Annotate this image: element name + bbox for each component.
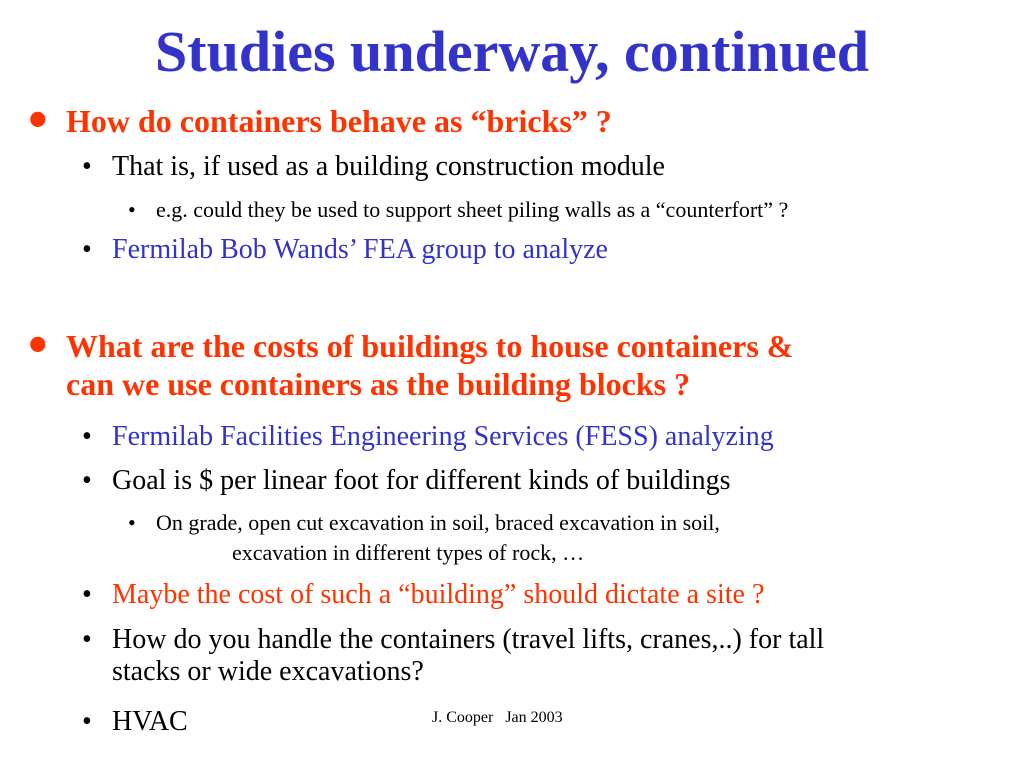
heading-line: What are the costs of buildings to house containers & — [66, 328, 794, 364]
list-subitem — [128, 508, 1008, 568]
subitem-line: On grade, open cut excavation in soil, braced excavation in soil, — [156, 510, 720, 535]
bullet-level2-icon: • — [82, 579, 92, 610]
bullet-level3-icon: • — [128, 510, 136, 535]
list-item — [82, 151, 1002, 183]
footer-author-date: J. Cooper Jan 2003 — [432, 709, 563, 726]
section-heading-costs — [28, 314, 1008, 403]
item-text: Fermilab Facilities Engineering Services (FESS) analyzing — [112, 421, 774, 452]
list-item — [82, 234, 1002, 266]
bullet-level1-icon: • — [28, 89, 48, 151]
subitem-line: excavation in different types of rock, … — [232, 540, 585, 565]
bullet-level3-icon: • — [128, 197, 136, 222]
bullet-level1-icon: • — [28, 314, 48, 376]
list-item — [82, 421, 1002, 453]
list-item — [82, 624, 1002, 688]
bullet-level2-icon: • — [82, 624, 92, 655]
item-text-line: How do you handle the containers (travel lifts, cranes,..) for tall — [112, 624, 825, 655]
item-text-line: stacks or wide excavations? — [112, 656, 424, 687]
bullet-level2-icon: • — [82, 421, 92, 452]
item-text: HVAC — [112, 706, 188, 737]
item-text: Fermilab Bob Wands’ FEA group to analyze — [112, 234, 608, 265]
heading-line: can we use containers as the building blocks ? — [66, 366, 691, 402]
bullet-level2-icon: • — [82, 706, 92, 737]
list-item — [82, 579, 1002, 611]
heading-text: How do containers behave as “bricks” ? — [66, 103, 612, 139]
slide-title: Studies underway, continued — [155, 19, 869, 84]
subitem-text: e.g. could they be used to support sheet piling walls as a “counterfort” ? — [156, 197, 789, 222]
section-heading-bricks — [28, 89, 1008, 151]
item-text: Goal is $ per linear foot for different kinds of buildings — [112, 465, 731, 496]
item-text: That is, if used as a building construction module — [112, 151, 665, 182]
list-subitem — [128, 195, 1008, 225]
bullet-level2-icon: • — [82, 151, 92, 182]
bullet-level2-icon: • — [82, 465, 92, 496]
bullet-level2-icon: • — [82, 234, 92, 265]
list-item — [82, 465, 1002, 497]
item-text: Maybe the cost of such a “building” should dictate a site ? — [112, 579, 765, 610]
